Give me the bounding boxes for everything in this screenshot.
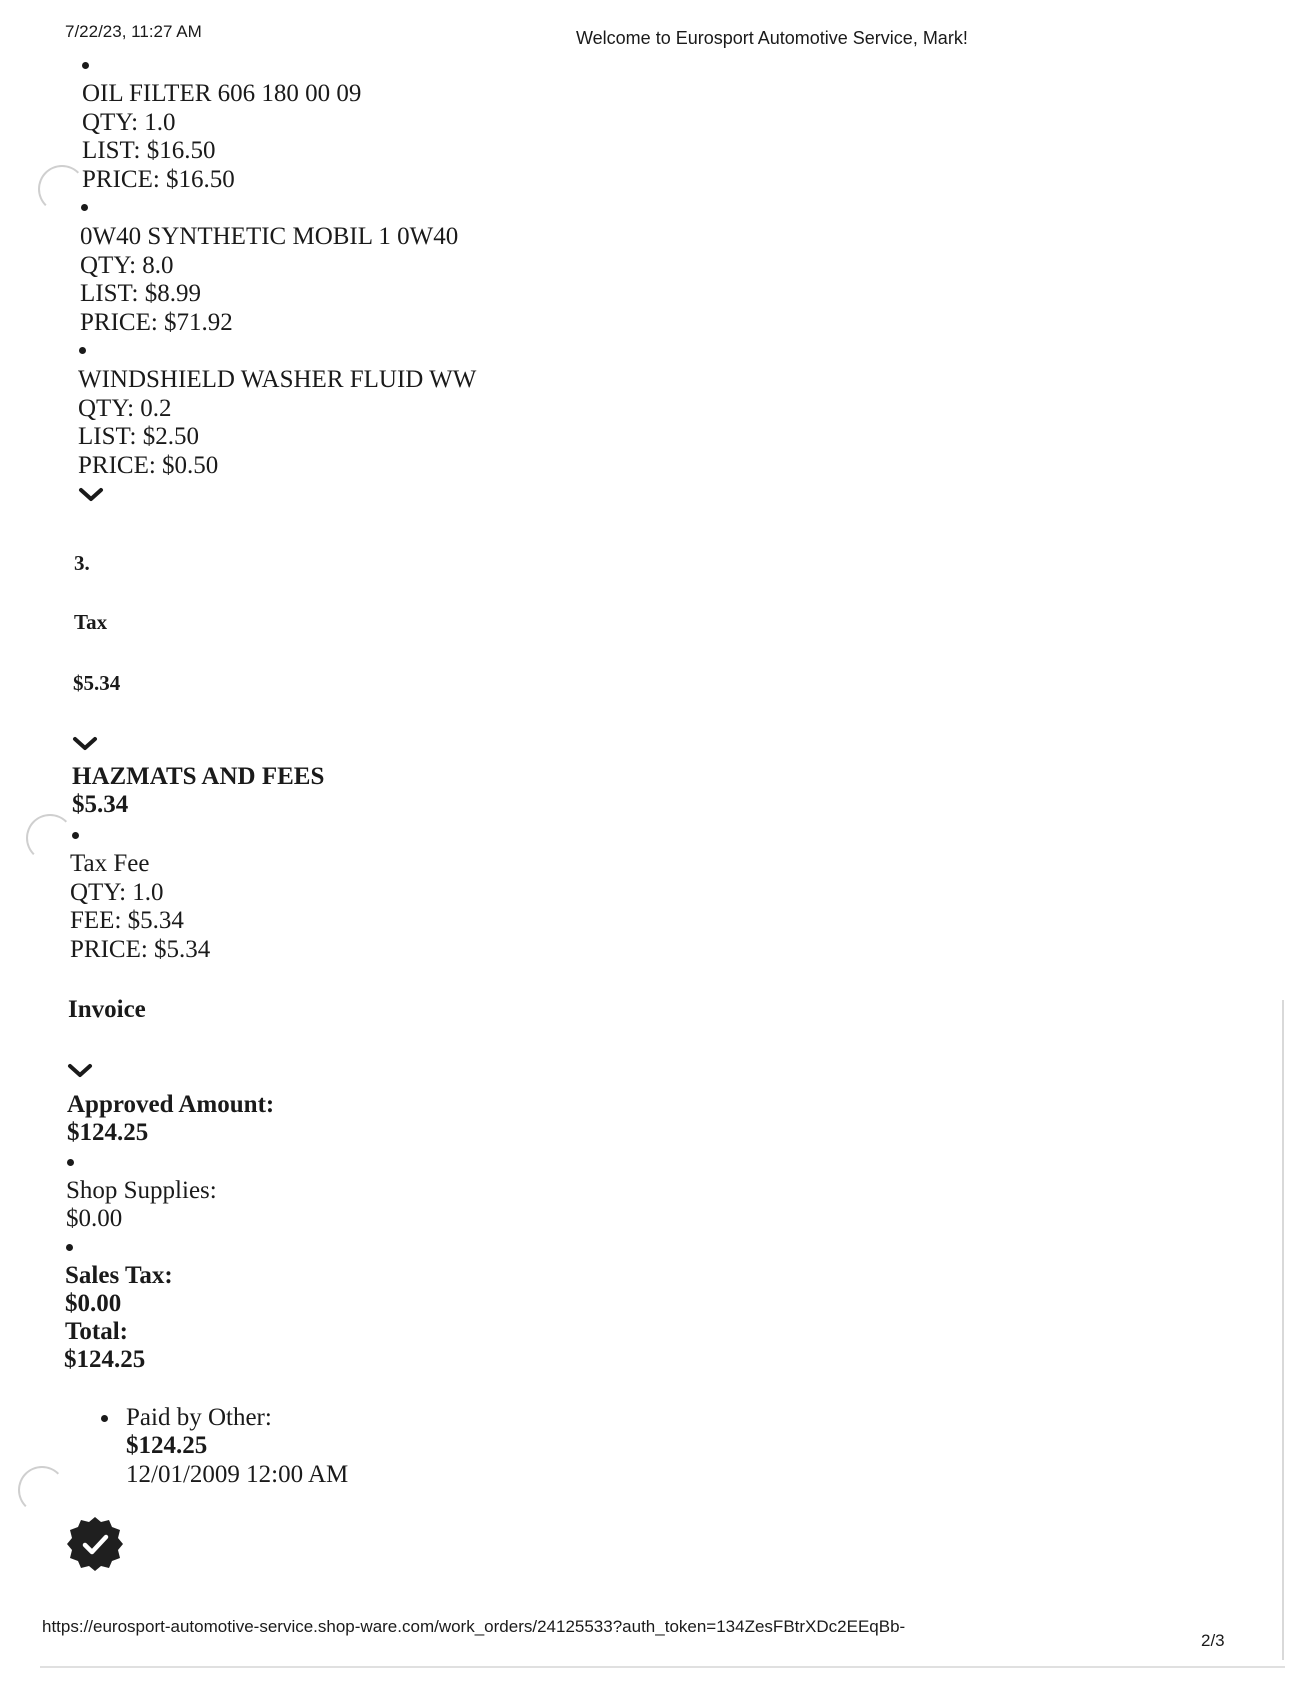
punch-hole	[18, 1466, 66, 1514]
payment-amount: $124.25	[126, 1432, 208, 1459]
total-value: $124.25	[64, 1346, 146, 1373]
page-number: 2/3	[1201, 1631, 1225, 1650]
part-name: WINDSHIELD WASHER FLUID WW	[78, 366, 477, 393]
section-number: 3.	[74, 551, 90, 575]
fee-qty: QTY: 1.0	[70, 878, 164, 906]
part-list-price: LIST: $16.50	[82, 137, 216, 164]
list-bullet	[67, 1159, 74, 1166]
page-url: https://eurosport-automotive-service.shop-ware.com/work_orders/24125533?auth_token=134ZesFBtrXDc2EEqBb-	[42, 1617, 906, 1636]
chevron-down-icon[interactable]	[72, 736, 98, 752]
punch-hole	[26, 814, 74, 862]
part-name: OIL FILTER 606 180 00 09	[82, 80, 362, 107]
part-price: PRICE: $0.50	[78, 451, 219, 479]
verified-check-badge-icon	[66, 1515, 124, 1573]
approved-amount-label: Approved Amount:	[67, 1091, 275, 1118]
part-qty: QTY: 8.0	[80, 251, 174, 279]
list-bullet	[81, 204, 88, 211]
fee-price: PRICE: $5.34	[70, 935, 211, 963]
payment-label: Paid by Other:	[126, 1404, 272, 1431]
approved-amount-value: $124.25	[67, 1119, 149, 1146]
page-edge	[1282, 1000, 1284, 1660]
part-price: PRICE: $71.92	[80, 308, 233, 336]
part-item	[82, 80, 361, 194]
list-bullet	[66, 1244, 73, 1251]
punch-hole	[38, 165, 86, 213]
chevron-down-icon[interactable]	[78, 487, 104, 503]
list-bullet	[82, 62, 89, 69]
sales-tax-label: Sales Tax:	[65, 1262, 173, 1289]
total-label: Total:	[65, 1318, 128, 1345]
part-qty: QTY: 1.0	[82, 108, 176, 136]
shop-supplies-value: $0.00	[66, 1205, 123, 1232]
list-bullet	[79, 347, 86, 354]
fee-name: Tax Fee	[70, 850, 150, 877]
hazmats-title: HAZMATS AND FEES	[72, 763, 325, 790]
section-amount: $5.34	[73, 671, 121, 695]
part-list-price: LIST: $8.99	[80, 280, 201, 307]
shop-supplies-label: Shop Supplies:	[66, 1177, 217, 1204]
sales-tax-value: $0.00	[65, 1290, 122, 1317]
list-bullet	[101, 1415, 108, 1422]
part-name: 0W40 SYNTHETIC MOBIL 1 0W40	[80, 223, 459, 250]
print-datetime: 7/22/23, 11:27 AM	[65, 22, 202, 41]
part-list-price: LIST: $2.50	[78, 423, 199, 450]
fee-item	[70, 850, 210, 964]
page-edge	[40, 1666, 1285, 1668]
section-title: Tax	[74, 610, 108, 634]
payment-date: 12/01/2009 12:00 AM	[126, 1461, 349, 1488]
chevron-down-icon[interactable]	[67, 1063, 93, 1079]
hazmats-amount: $5.34	[72, 791, 129, 818]
welcome-message: Welcome to Eurosport Automotive Service, Mark!	[576, 28, 968, 48]
invoice-title: Invoice	[68, 996, 146, 1023]
fee-amount: FEE: $5.34	[70, 907, 184, 934]
part-qty: QTY: 0.2	[78, 394, 172, 422]
part-price: PRICE: $16.50	[82, 165, 235, 193]
part-item	[78, 366, 476, 480]
part-item	[80, 223, 458, 337]
